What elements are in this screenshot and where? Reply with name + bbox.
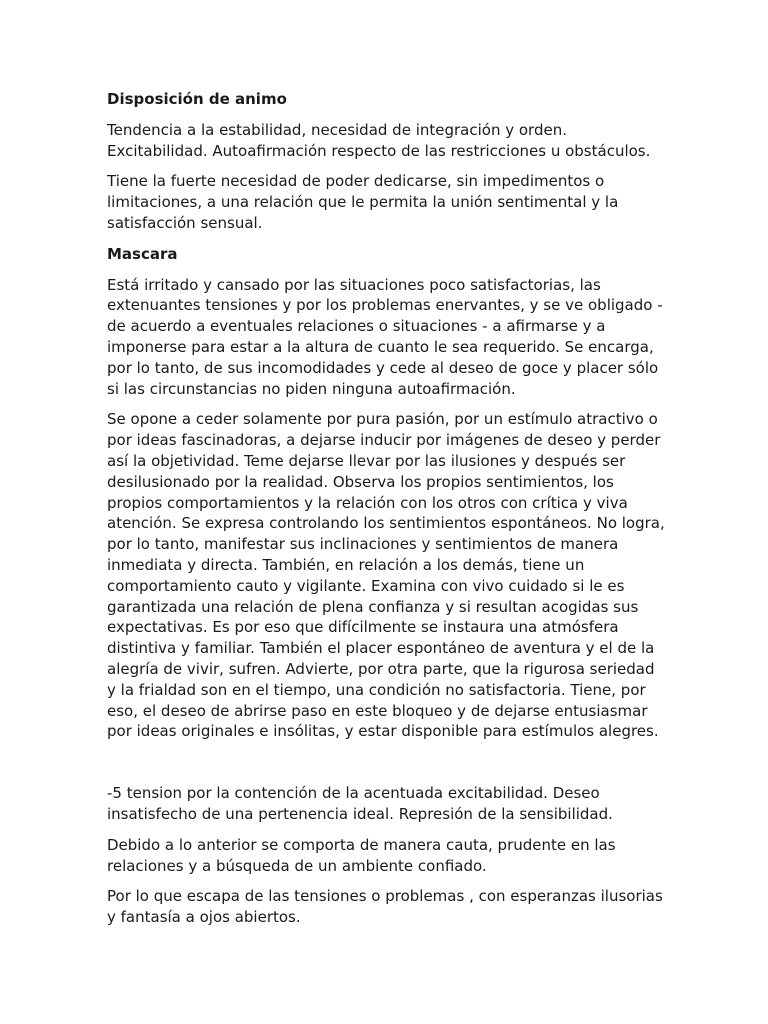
document-page [107,89,667,938]
paragraph: -5 tension por la contención de la acentuada excitabilidad. Deseo insatisfecho de una pertenencia ideal. Represión de la sensibilidad. [107,784,613,823]
paragraph: Por lo que escapa de las tensiones o problemas , con esperanzas ilusorias y fantasía a ojos abiertos. [107,887,663,927]
paragraph: Debido a lo anterior se comporta de manera cauta, prudente en las relaciones y a búsqueda de un ambiente confiado. [107,835,616,875]
paragraph: Tendencia a la estabilidad, necesidad de integración y orden. Excitabilidad. Autoafirmación respecto de las restricciones u obstáculos. [107,120,651,160]
section-heading-mascara: Mascara [107,244,178,263]
section-heading-disposicion: Disposición de animo [107,90,287,108]
paragraph: Se opone a ceder solamente por pura pasión, por un estímulo atractivo o por ideas fascinadoras, a dejarse inducir por imágenes de deseo y perder así la objetividad. Teme dejarse llevar por las ilusiones y después ser desilusionado por la realidad. Observa los propios sentimientos, los propios comportamientos y la relación con los otros con crítica y viva atención. Se expresa controlando los sentimientos espontáneos. No logra, por lo tanto, manifestar sus inclinaciones y sentimientos de manera inmediata y directa. También, en relación a los demás, tiene un comportamiento cauto y vigilante. Examina con vivo cuidado si le es garantizada una relación de plena confianza y si resultan acogidas sus expectativas. Es por eso que difícilmente se instaura una atmósfera distintiva y familiar. También el placer espontáneo de aventura y el de la alegría de vivir, sufren. Advierte, por otra parte, que la rigurosa seriedad y la frialdad son en el tiempo, una condición no satisfactoria. Tiene, por eso, el deseo de abrirse paso en este bloqueo y de dejarse entusiasmar por ideas originales e insólitas, y estar disponible para estímulos alegres. [107,410,665,741]
blank-gap [107,752,667,783]
paragraph: Está irritado y cansado por las situaciones poco satisfactorias, las extenuantes tensiones y por los problemas enervantes, y se ve obligado - de acuerdo a eventuales relaciones o situaciones - a afirmarse y a imponerse para estar a la altura de cuanto le sea requerido. Se encarga, por lo tanto, de sus incomodidades y cede al deseo de goce y placer sólo si las circunstancias no piden ninguna autoafirmación. [107,275,663,398]
paragraph: Tiene la fuerte necesidad de poder dedicarse, sin impedimentos o limitaciones, a una relación que le permita la unión sentimental y la satisfacción sensual. [107,172,619,232]
